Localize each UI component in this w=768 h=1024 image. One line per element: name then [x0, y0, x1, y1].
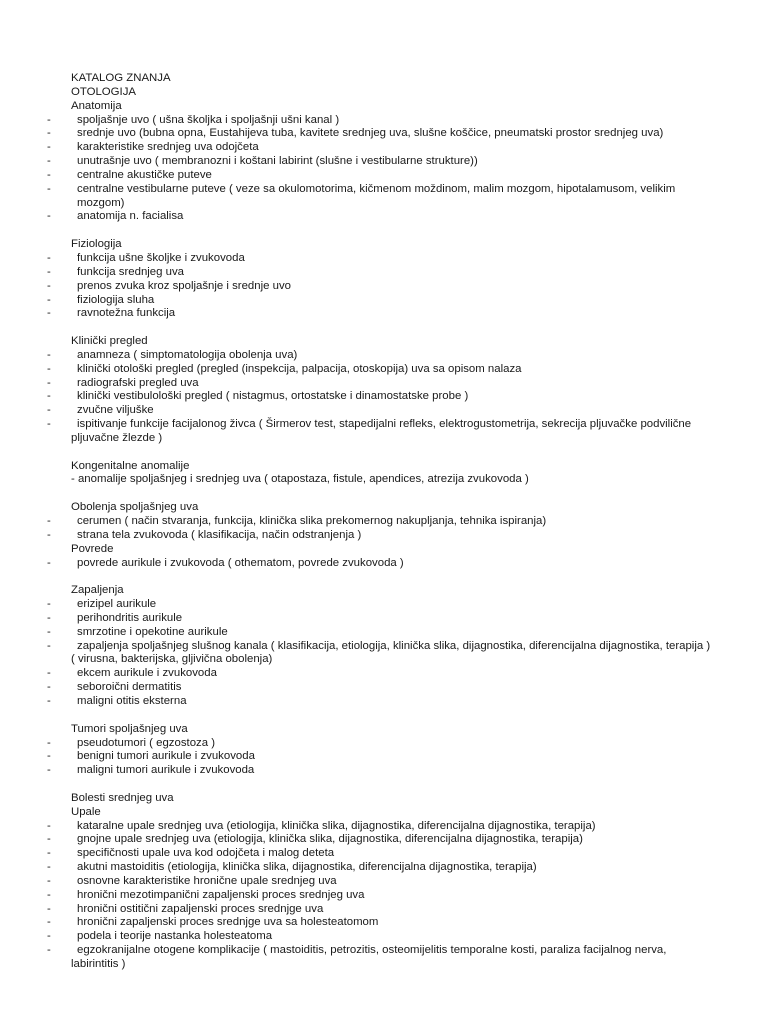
list-item: [0, 626, 768, 640]
list-item: [0, 390, 768, 404]
list-item-text: srednje uvo (bubna opna, Eustahijeva tuba, kavitete srednjeg uva, slušne koščice, pneumatski prostor srednjeg uva): [77, 127, 664, 140]
list-item-text: egzokranijalne otogene komplikacije ( mastoiditis, petrozitis, osteomijelitis temporalne kosti, paraliza facijalnog nerva, labirintitis ): [71, 944, 667, 970]
list-item-text: hronični ostitični zapaljenski proces srednjge uva: [77, 902, 324, 915]
bullet-dash: -: [47, 833, 51, 846]
section-heading: Klinički pregled: [71, 335, 148, 348]
list-item-text: kataralne upale srednjeg uva (etiologija, klinička slika, dijagnostika, diferencijalna dijagnostika, terapija): [77, 819, 596, 832]
bullet-dash: -: [47, 418, 51, 431]
list-item-text: ravnotežna funkcija: [77, 307, 176, 320]
bullet-dash: -: [47, 556, 51, 569]
bullet-dash: -: [47, 916, 51, 929]
list-item: [0, 210, 768, 224]
bullet-dash: -: [47, 210, 51, 223]
spacer: [0, 709, 768, 723]
section-subheading: Povrede: [71, 542, 114, 555]
list-item-text: ekcem aurikule i zvukovoda: [77, 667, 217, 680]
list-item-text: maligni otitis eksterna: [77, 694, 187, 707]
list-item: [0, 598, 768, 612]
list-item-text: karakteristike srednjeg uva odojčeta: [77, 141, 259, 154]
bullet-dash: -: [47, 293, 51, 306]
bullet-dash: -: [47, 888, 51, 901]
bullet-dash: -: [47, 694, 51, 707]
list-item: [0, 155, 768, 169]
list-item: [0, 404, 768, 418]
bullet-dash: -: [47, 168, 51, 181]
section-heading: Obolenja spoljašnjeg uva: [71, 501, 199, 514]
list-item-text: hronični mezotimpanični zapaljenski proces srednjeg uva: [77, 888, 365, 901]
list-item: [0, 681, 768, 695]
spacer: [0, 224, 768, 238]
bullet-dash: -: [47, 874, 51, 887]
bullet-dash: -: [47, 847, 51, 860]
bullet-dash: -: [47, 764, 51, 777]
list-item-text: specifičnosti upale uva kod odojčeta i malog deteta: [77, 847, 335, 860]
list-item: [0, 750, 768, 764]
section-text: - anomalije spoljašnjeg i srednjeg uva ( otapostaza, fistule, apendices, atrezija zvukovoda ): [71, 473, 529, 486]
list-item-text: akutni mastoiditis (etiologija, klinička slika, dijagnostika, diferencijalna dijagnostika, terapija): [77, 861, 537, 874]
bullet-dash: -: [47, 667, 51, 680]
list-item-text: hronični zapaljenski proces srednjge uva sa holesteatomom: [77, 916, 379, 929]
list-item: [0, 529, 768, 543]
list-item-text: pseudotumori ( egzostoza ): [77, 736, 216, 749]
list-item: [0, 127, 768, 141]
list-item-text: klinički vestibulološki pregled ( nistagmus, ortostatske i dinamostatske probe ): [77, 390, 469, 403]
list-item: [0, 307, 768, 321]
document-body: [0, 72, 768, 972]
list-item-text: smrzotine i opekotine aurikule: [77, 625, 228, 638]
list-item: [0, 916, 768, 930]
list-item-text: ispitivanje funkcije facijalonog živca ( Širmerov test, stapedijalni refleks, elektrogustometrija, sekrecija pljuvačke podvilične pljuvačne žlezde ): [71, 418, 692, 444]
list-item: [0, 141, 768, 155]
section-heading: Kongenitalne anomalije: [71, 459, 190, 472]
bullet-dash: -: [47, 930, 51, 943]
document-subtitle: OTOLOGIJA: [71, 85, 136, 98]
list-item-text: zvučne viljuške: [77, 404, 154, 417]
spacer: [0, 570, 768, 584]
list-item: [0, 377, 768, 391]
list-item-text: funkcija srednjeg uva: [77, 265, 185, 278]
list-item-text: anatomija n. facialisa: [77, 210, 184, 223]
bullet-dash: -: [47, 404, 51, 417]
list-item: [0, 930, 768, 944]
spacer: [0, 446, 768, 460]
list-item: [0, 640, 768, 668]
list-item: [0, 294, 768, 308]
list-item-text: fiziologija sluha: [77, 293, 155, 306]
list-item: [0, 737, 768, 751]
bullet-dash: -: [47, 127, 51, 140]
section-heading: Anatomija: [71, 99, 122, 112]
list-item: [0, 764, 768, 778]
list-item: [0, 280, 768, 294]
list-item: [0, 833, 768, 847]
list-item: [0, 820, 768, 834]
bullet-dash: -: [47, 861, 51, 874]
list-item-text: funkcija ušne školjke i zvukovoda: [77, 251, 245, 264]
bullet-dash: -: [47, 390, 51, 403]
bullet-dash: -: [47, 902, 51, 915]
list-item-text: cerumen ( način stvaranja, funkcija, klinička slika prekomernog nakupljanja, tehnika ispiranja): [77, 515, 547, 527]
list-item: [0, 169, 768, 183]
list-item-text: maligni tumori aurikule i zvukovoda: [77, 764, 255, 777]
bullet-dash: -: [47, 528, 51, 541]
section-heading: Bolesti srednjeg uva: [71, 791, 174, 804]
list-item-text: gnojne upale srednjeg uva (etiologija, klinička slika, dijagnostika, diferencijalna dijagnostika, terapija): [77, 833, 583, 846]
bullet-dash: -: [47, 279, 51, 292]
list-item-text: unutrašnje uvo ( membranozni i koštani labirint (slušne i vestibularne strukture)): [77, 155, 478, 168]
list-item: [0, 183, 768, 211]
list-item: [0, 667, 768, 681]
bullet-dash: -: [47, 307, 51, 320]
section-subheading: Upale: [71, 805, 101, 818]
section-list: [0, 100, 768, 972]
spacer: [0, 487, 768, 501]
bullet-dash: -: [47, 182, 51, 195]
list-item: [0, 418, 768, 446]
bullet-dash: -: [47, 750, 51, 763]
bullet-dash: -: [47, 141, 51, 154]
bullet-dash: -: [47, 681, 51, 694]
bullet-dash: -: [47, 944, 51, 957]
bullet-dash: -: [47, 251, 51, 264]
list-item: [0, 903, 768, 917]
list-item-text: zapaljenja spoljašnjeg slušnog kanala ( klasifikacija, etiologija, klinička slika, dijagnostika, diferencijalna dijagnostika, terapija ) ( virusna, bakterijska, gljivična obolenja): [71, 639, 711, 666]
list-item-text: osnovne karakteristike hronične upale srednjeg uva: [77, 874, 337, 887]
list-item: [0, 695, 768, 709]
list-item-text: erizipel aurikule: [77, 598, 157, 611]
list-item-text: klinički otološki pregled (pregled (inspekcija, palpacija, otoskopija) uva sa opisom nalaza: [77, 362, 522, 375]
list-item: [0, 944, 768, 972]
list-item-text: strana tela zvukovoda ( klasifikacija, način odstranjenja ): [77, 528, 362, 541]
bullet-dash: -: [47, 113, 51, 126]
bullet-dash: -: [47, 265, 51, 278]
bullet-dash: -: [47, 819, 51, 832]
list-item: [0, 266, 768, 280]
list-item: [0, 349, 768, 363]
list-item: [0, 875, 768, 889]
section-heading: Tumori spoljašnjeg uva: [71, 722, 188, 735]
bullet-dash: -: [47, 598, 51, 611]
list-item: [0, 114, 768, 128]
spacer: [0, 321, 768, 335]
bullet-dash: -: [47, 611, 51, 624]
list-item-text: radiografski pregled uva: [77, 376, 199, 389]
bullet-dash: -: [47, 515, 51, 527]
list-item: [0, 847, 768, 861]
list-item-text: perihondritis aurikule: [77, 611, 183, 624]
list-item: [0, 515, 768, 529]
list-item: [0, 861, 768, 875]
list-item-text: seboroični dermatitis: [77, 681, 182, 694]
list-item-text: spoljašnje uvo ( ušna školjka i spoljašnji ušni kanal ): [77, 113, 340, 126]
list-item-text: benigni tumori aurikule i zvukovoda: [77, 750, 255, 763]
list-item-text: centralne vestibularne puteve ( veze sa okulomotorima, kičmenom moždinom, malim mozgom, hipotalamusom, velikim mozgom): [77, 182, 676, 209]
list-item-text: anamneza ( simptomatologija obolenja uva): [77, 348, 298, 361]
list-item: [0, 252, 768, 266]
bullet-dash: -: [47, 155, 51, 168]
bullet-dash: -: [47, 625, 51, 638]
bullet-dash: -: [47, 736, 51, 749]
bullet-dash: -: [47, 376, 51, 389]
bullet-dash: -: [47, 348, 51, 361]
list-item: [0, 557, 768, 571]
bullet-dash: -: [47, 639, 51, 652]
section-heading: Zapaljenja: [71, 584, 124, 597]
list-item-text: povrede aurikule i zvukovoda ( othematom, povrede zvukovoda ): [77, 556, 404, 569]
bullet-dash: -: [47, 362, 51, 375]
list-item: [0, 612, 768, 626]
list-item-text: prenos zvuka kroz spoljašnje i srednje uvo: [77, 279, 292, 292]
section-heading: Fiziologija: [71, 238, 122, 251]
list-item: [0, 889, 768, 903]
list-item-text: centralne akustičke puteve: [77, 168, 212, 181]
spacer: [0, 778, 768, 792]
list-item: [0, 363, 768, 377]
list-item-text: podela i teorije nastanka holesteatoma: [77, 930, 273, 943]
document-title: KATALOG ZNANJA: [71, 72, 171, 84]
